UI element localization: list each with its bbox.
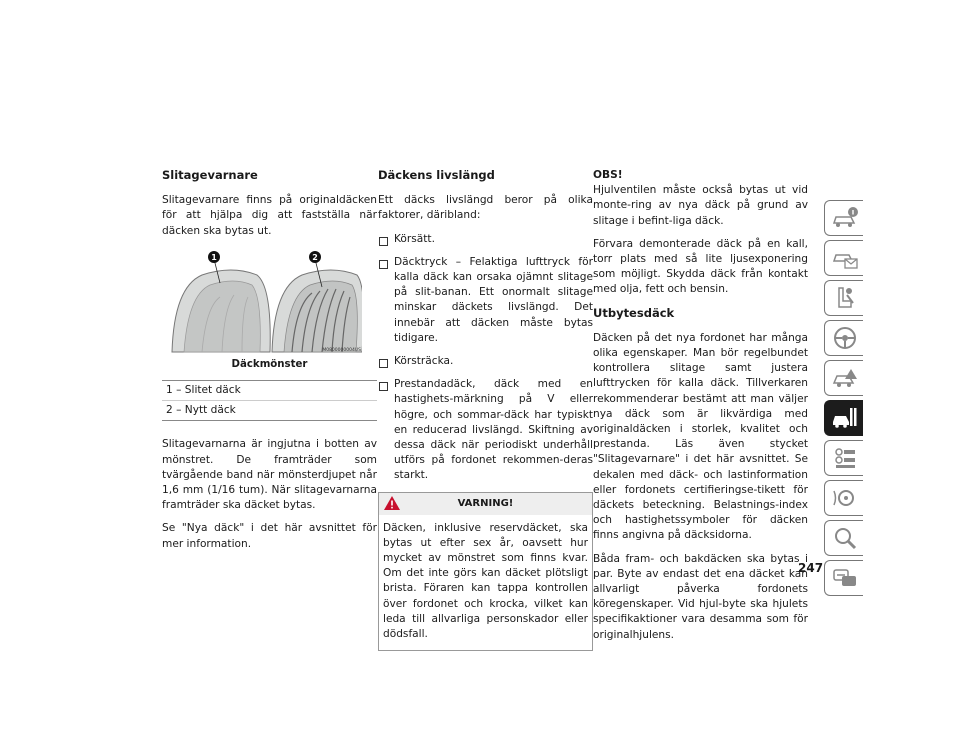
section-heading-wear-indicators: Slitagevarnare xyxy=(162,168,258,182)
figure-code: M0800000004US xyxy=(322,347,361,353)
paragraph: Slitagevarnare finns på originaldäcken för att hjälpa dig att fastställa när däcken ska bytas ut. xyxy=(162,194,377,237)
side-tab-service[interactable] xyxy=(824,400,863,436)
warning-box xyxy=(378,492,593,652)
side-tab-steering[interactable] xyxy=(824,320,863,356)
warning-text: Däcken, inklusive reservdäcket, ska bytas ut efter sex år, oavsett hur mycket av mönstret som finns kvar. Om det inte görs kan däcket plötsligt brista. Föraren kan tappa kontrollen över fordonet och krocka, vilket kan leda till allvarliga personskador eller dödsfall. xyxy=(383,521,588,641)
list-item: Däcktryck – Felaktiga lufttryck för kalla däck kan orsaka ojämnt slitage på slit-banan. Ett onormalt slitage minskar däckets livslängd. Det innebär att däcken måste bytas tidigare. xyxy=(378,255,593,346)
list-item: Prestandadäck, däck med en hastighets-märkning på V eller högre, och sommar-däck har typiskt en reducerad livslängd. Skiftning av dessa däck när periodiskt underhåll utförs på fordonet rekommen-deras starkt. xyxy=(378,377,593,483)
paragraph: Förvara demonterade däck på en kall, torr plats med så lite ljusexponering som möjligt. Skydda däck från kontakt med olja, fett och bensin. xyxy=(593,237,808,296)
side-tab-car-mail[interactable] xyxy=(824,240,863,276)
page-number: 247 xyxy=(798,561,824,575)
section-heading-tire-life: Däckens livslängd xyxy=(378,168,495,182)
warning-triangle-icon xyxy=(383,495,401,511)
callout-1-label: 1 xyxy=(211,252,217,262)
car-info-icon xyxy=(831,205,859,231)
search-icon xyxy=(831,525,859,551)
callout-2-label: 2 xyxy=(312,252,318,262)
tech-specs-icon xyxy=(831,445,859,471)
list-item: Körsätt. xyxy=(378,232,593,247)
language-icon xyxy=(831,565,859,591)
paragraph: Ett däcks livslängd beror på olika faktorer, däribland: xyxy=(378,194,593,222)
tire-tread-figure xyxy=(162,247,377,355)
list-item: Körsträcka. xyxy=(378,354,593,369)
side-tab-car-crash[interactable] xyxy=(824,360,863,396)
paragraph: Båda fram- och bakdäcken ska bytas i par. Byte av endast det ena däcket kan allvarligt påverka fordonets köregenskaper. Vid hjul-byte ska hjulets specifikaktioner vara desamma som för originalhjulens. xyxy=(593,552,808,641)
warning-title: VARNING! xyxy=(457,497,514,509)
column-right xyxy=(593,168,808,651)
section-heading-replacement-tires: Utbytesdäck xyxy=(593,305,675,320)
note-text: Hjulventilen måste också bytas ut vid monte-ring av nya däck på grund av slitage i befint-liga däck. xyxy=(593,184,808,227)
note-title: OBS! xyxy=(593,169,623,181)
multimedia-icon xyxy=(831,485,859,511)
legend-item-1: 1 – Slitet däck xyxy=(162,381,377,401)
side-tab-search[interactable] xyxy=(824,520,863,556)
paragraph: Däcken på det nya fordonet har många olika egenskaper. Man bör regelbundet kontrollera slitage samt justera lufttrycken för kalla däck. Tillverkaren rekommenderar bestämt att man väljer nya däck som är likvärdiga med originaldäcken i storlek, kvalitet och prestanda. Läs även stycket "Slitagevarnare" i det här avsnittet. Se dekalen med däck- och lastinformation eller fordonets certifieringse-tikett för däckets beteckning. Belastnings-index och hastighetssymboler för däcken finns angivna på däcksidorna. xyxy=(593,331,808,542)
column-middle xyxy=(378,168,593,651)
column-left xyxy=(162,168,377,560)
paragraph: Se "Nya däck" i det här avsnittet för mer information. xyxy=(162,522,377,550)
tire-tread-illustration xyxy=(162,247,362,353)
factor-list xyxy=(378,232,593,484)
paragraph: Slitagevarnarna är ingjutna i botten av mönstret. De framträder som tvärgående band när mönsterdjupet når 1,6 mm (1/16 tum). När slitagevarnarna framträder ska däcket bytas. xyxy=(162,438,377,512)
side-tab-tech-specs[interactable] xyxy=(824,440,863,476)
legend-item-2: 2 – Nytt däck xyxy=(166,404,236,417)
car-mail-icon xyxy=(831,245,859,271)
figure-legend xyxy=(162,380,377,421)
car-crash-icon xyxy=(831,365,859,391)
side-tab-language[interactable] xyxy=(824,560,863,596)
side-tab-multimedia[interactable] xyxy=(824,480,863,516)
side-tab-seat-safety[interactable] xyxy=(824,280,863,316)
figure-caption: Däckmönster xyxy=(231,358,308,370)
steering-wheel-icon xyxy=(831,325,859,351)
warning-header xyxy=(379,493,592,515)
seat-safety-icon xyxy=(831,285,859,311)
side-tab-car-info[interactable] xyxy=(824,200,863,236)
car-service-tools-icon xyxy=(831,405,859,431)
